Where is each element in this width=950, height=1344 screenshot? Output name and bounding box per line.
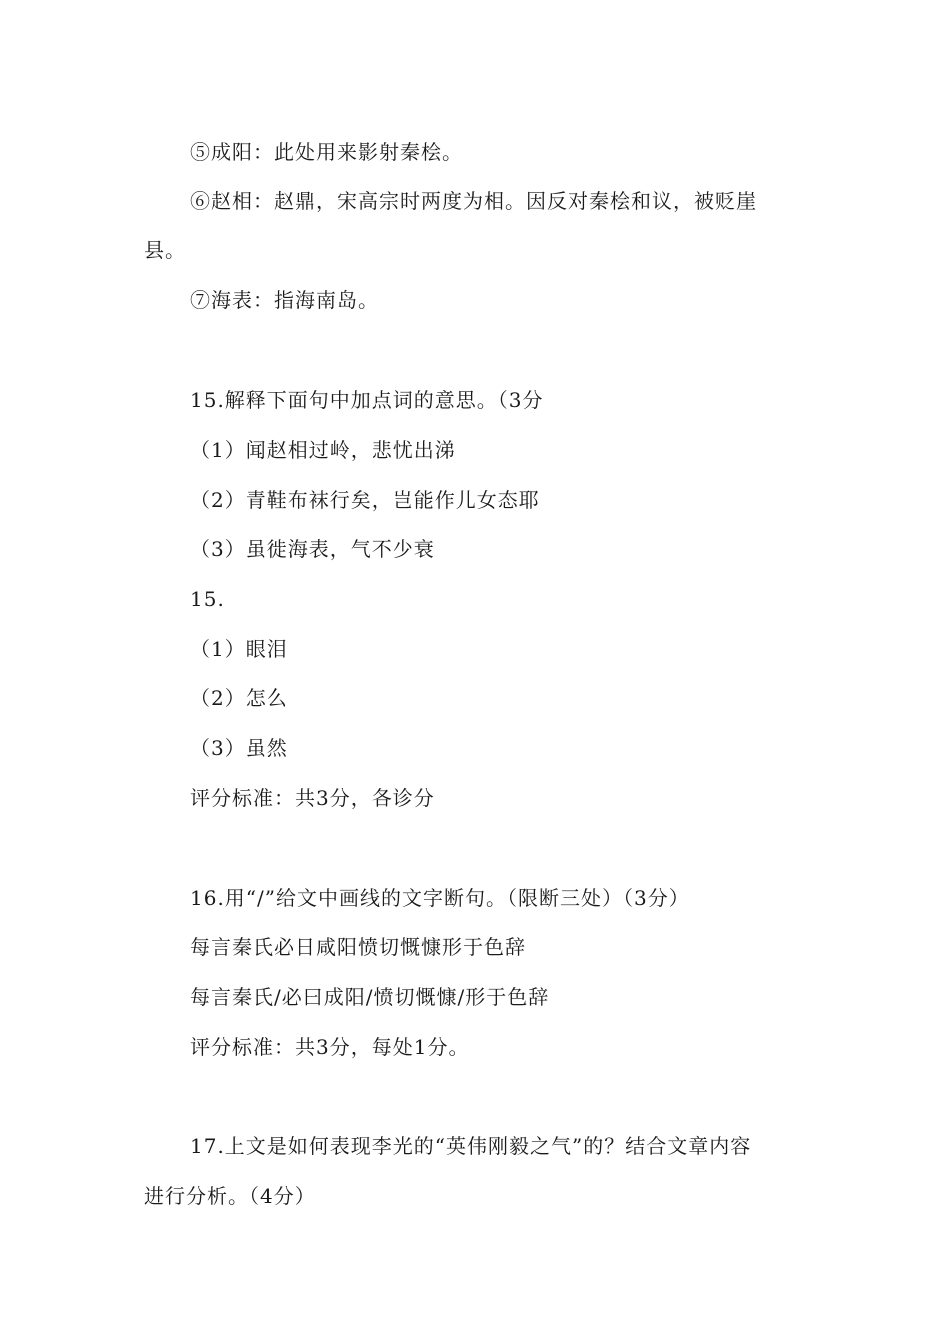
question-15: 15.解释下面句中加点词的意思。（3分 [190,388,544,412]
answer-15-number: 15. [190,587,225,611]
scoring-15: 评分标准：共3分，各诊分 [190,786,435,810]
question-15-item-2: （2）青鞋布袜行矣，岂能作儿女态耶 [190,488,540,512]
question-17-line-1: 17.上文是如何表现李光的“英伟刚毅之气”的？结合文章内容 [190,1134,752,1158]
question-16: 16.用“/”给文中画线的文字断句。（限断三处）（3分） [190,886,690,910]
question-15-item-1: （1）闻赵相过岭，悲忧出涕 [190,438,456,462]
answer-16: 每言秦氏/必曰成阳/愤切慨慷/形于色辞 [190,985,550,1009]
note-6-line-2: 县。 [144,238,186,262]
question-16-text: 每言秦氏必日咸阳愤切慨慷形于色辞 [190,935,526,959]
answer-15-item-1: （1）眼泪 [190,637,288,661]
question-17-line-2: 进行分析。（4分） [144,1184,316,1208]
note-6-line-1: ⑥赵相：赵鼎，宋高宗时两度为相。因反对秦桧和议，被贬崖 [190,189,757,213]
answer-15-item-3: （3）虽然 [190,736,288,760]
note-7: ⑦海表：指海南岛。 [190,288,379,312]
question-15-item-3: （3）虽徙海表，气不少衰 [190,537,435,561]
answer-15-item-2: （2）怎么 [190,686,288,710]
scoring-16: 评分标准：共3分，每处1分。 [190,1035,470,1059]
note-5: ⑤成阳：此处用来影射秦桧。 [190,140,463,164]
